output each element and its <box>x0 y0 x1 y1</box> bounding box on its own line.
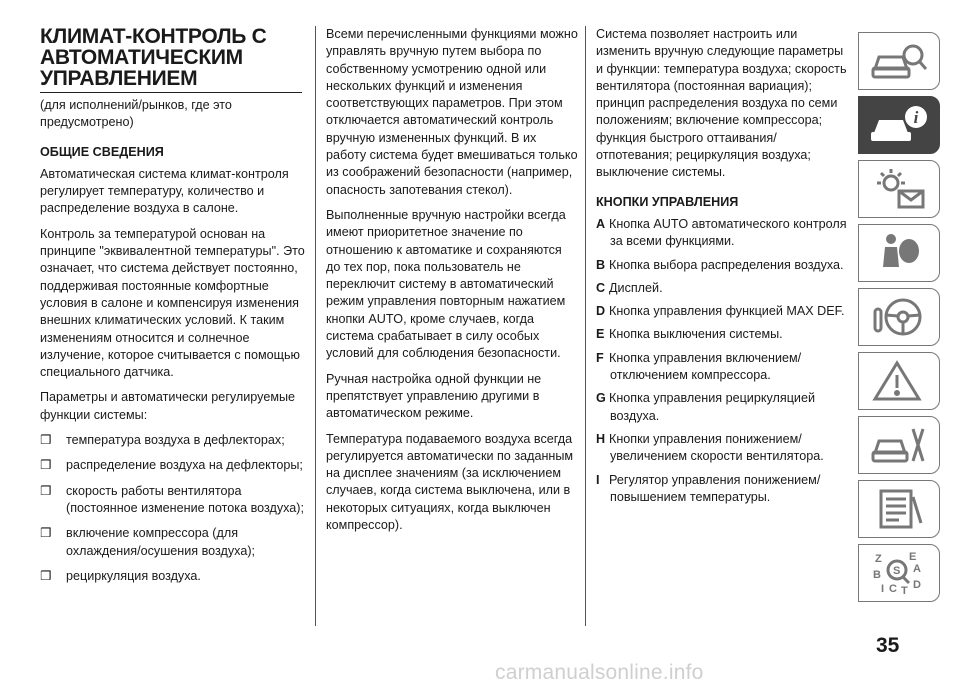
control-text: Кнопка AUTO автоматического контроля за всеми функциями. <box>609 216 847 249</box>
section-heading-general: ОБЩИЕ СВЕДЕНИЯ <box>40 144 164 159</box>
svg-text:i: i <box>913 108 919 127</box>
control-text: Регулятор управления понижением/ повышением температуры. <box>609 472 821 504</box>
control-item <box>596 431 848 466</box>
column-left <box>40 26 306 593</box>
control-item <box>596 472 848 507</box>
tab-technical-specs[interactable] <box>858 480 940 538</box>
control-item <box>596 303 848 320</box>
page-number: 35 <box>876 634 900 657</box>
control-item <box>596 350 848 385</box>
control-letter: H <box>596 431 606 446</box>
chapter-tabs <box>858 32 942 608</box>
warning-light-envelope-icon <box>869 167 929 211</box>
section-heading-controls: КНОПКИ УПРАВЛЕНИЯ <box>596 194 739 209</box>
car-info-icon <box>868 103 930 147</box>
checkbox-icon: ❒ <box>40 458 52 473</box>
control-item <box>596 257 848 274</box>
control-letter: F <box>596 350 604 365</box>
list-item-text: рециркуляция воздуха. <box>66 568 201 583</box>
tab-starting-driving[interactable] <box>858 288 940 346</box>
list-item <box>40 483 306 518</box>
paragraph: Ручная настройка одной функции не препятствует управлению другими в автоматическом режиме. <box>326 371 542 421</box>
specs-list-icon <box>869 487 929 531</box>
list-item-text: скорость работы вентилятора (постоянное изменение потока воздуха); <box>66 483 304 515</box>
column-middle <box>326 26 578 542</box>
column-divider <box>585 26 586 626</box>
checkbox-icon: ❒ <box>40 433 52 448</box>
control-letter: B <box>596 257 606 272</box>
paragraph: Параметры и автоматически регулируемые функции системы: <box>40 390 296 422</box>
paragraph: Автоматическая система климат-контроля регулирует температуру, количество и распределение воздуха в салоне. <box>40 166 289 216</box>
column-right <box>596 26 848 512</box>
list-item <box>40 525 306 560</box>
tab-index[interactable] <box>858 544 940 602</box>
control-letter: G <box>596 391 606 406</box>
index-letter: B <box>873 569 881 581</box>
alphabetical-index-icon <box>869 548 929 598</box>
car-tools-icon <box>869 423 929 467</box>
title-rule <box>40 92 302 93</box>
tab-safety[interactable] <box>858 224 940 282</box>
control-item <box>596 280 848 297</box>
index-letter: S <box>893 565 901 577</box>
list-item <box>40 568 306 585</box>
warning-triangle-icon <box>869 359 929 403</box>
paragraph: Выполненные вручную настройки всегда имеют приоритетное значение по отношению к автоматике и сохраняются до тех пор, пока пользователь не переключит систему в автоматический режим управления повторным нажатием кнопки AUTO, кроме случаев, когда система срабатывает в силу особых условий для соблюдения безопасности. <box>326 207 566 361</box>
index-letter: D <box>913 579 921 591</box>
list-item <box>40 457 306 474</box>
control-text: Кнопка управления включением/ отключением компрессора. <box>609 350 802 383</box>
watermark: carmanualsonline.info <box>495 661 704 684</box>
control-text: Кнопка выбора распределения воздуха. <box>609 257 844 272</box>
tab-car-info[interactable] <box>858 96 940 154</box>
control-text: Кнопка выключения системы. <box>609 327 783 342</box>
controls-list <box>596 216 848 506</box>
index-letter: C <box>889 583 897 595</box>
checkbox-icon: ❒ <box>40 483 52 498</box>
control-item <box>596 326 848 343</box>
control-text: Кнопки управления понижением/ увеличением скорости вентилятора. <box>609 431 824 464</box>
page-title <box>40 26 306 89</box>
paragraph: Всеми перечисленными функциями можно управлять вручную путем выбора по собственному усмотрению одной или нескольких функций и изменения соответствующих параметров. При этом отключается автоматический контроль вручную измененных функций. В их работу система будет вмешиваться только из соображений безопасности (например, опасность запотевания стекол). <box>326 27 578 197</box>
list-item <box>40 432 306 449</box>
steering-wheel-icon <box>869 295 929 339</box>
index-letter: T <box>901 585 908 597</box>
index-letter: E <box>909 551 917 563</box>
paragraph: Температура подаваемого воздуха всегда регулируется автоматически по заданным на дисплее значениям (за исключением случаев, когда система выключена, или в некоторых ситуациях, когда выключен компрессор). <box>326 431 574 533</box>
control-item <box>596 390 848 425</box>
tab-car-search[interactable] <box>858 32 940 90</box>
checkbox-icon: ❒ <box>40 526 52 541</box>
control-text: Дисплей. <box>609 280 663 295</box>
control-text: Кнопка управления функцией MAX DEF. <box>609 304 845 319</box>
control-text: Кнопка управления рециркуляцией воздуха. <box>609 391 815 423</box>
control-letter: A <box>596 216 606 231</box>
title-line: АВТОМАТИЧЕСКИМ <box>40 46 243 69</box>
airbag-icon <box>869 231 929 275</box>
index-letter: Z <box>875 553 882 565</box>
list-item-text: температура воздуха в дефлекторах; <box>66 433 285 448</box>
control-letter: C <box>596 280 606 295</box>
column-divider <box>315 26 316 626</box>
car-search-icon <box>869 39 929 83</box>
control-letter: E <box>596 327 605 342</box>
list-item-text: распределение воздуха на дефлекторы; <box>66 458 303 473</box>
subtitle: (для исполнений/рынков, где это предусмотрено) <box>40 98 232 130</box>
function-list <box>40 432 306 585</box>
list-item-text: включение компрессора (для охлаждения/осушения воздуха); <box>66 526 256 558</box>
control-letter: I <box>596 472 600 487</box>
title-line: КЛИМАТ-КОНТРОЛЬ С <box>40 25 267 48</box>
checkbox-icon: ❒ <box>40 568 52 583</box>
tab-emergency[interactable] <box>858 352 940 410</box>
control-item <box>596 216 848 251</box>
paragraph: Контроль за температурой основан на принципе "эквивалентной температуры". Это означает, что система действует постоянно, поддерживая постоянные комфортные условия в салоне и компенсируя изменения внешних климатических условий. К таким изменениям относится и солнечное излучение, которое считывается с помощью специального датчика. <box>40 226 305 380</box>
tab-maintenance[interactable] <box>858 416 940 474</box>
index-letter: I <box>881 583 885 595</box>
title-line: УПРАВЛЕНИЕМ <box>40 67 198 90</box>
index-letter: A <box>913 563 921 575</box>
tab-warning-lights[interactable] <box>858 160 940 218</box>
paragraph: Система позволяет настроить или изменить вручную следующие параметры и функции: температура воздуха; скорость вентилятора (постоянная вариация); принцип распределения воздуха по семи положениям; включение компрессора; функция быстрого оттаивания/отпотевания; рециркуляция воздуха; выключение системы. <box>596 27 847 180</box>
control-letter: D <box>596 304 606 319</box>
